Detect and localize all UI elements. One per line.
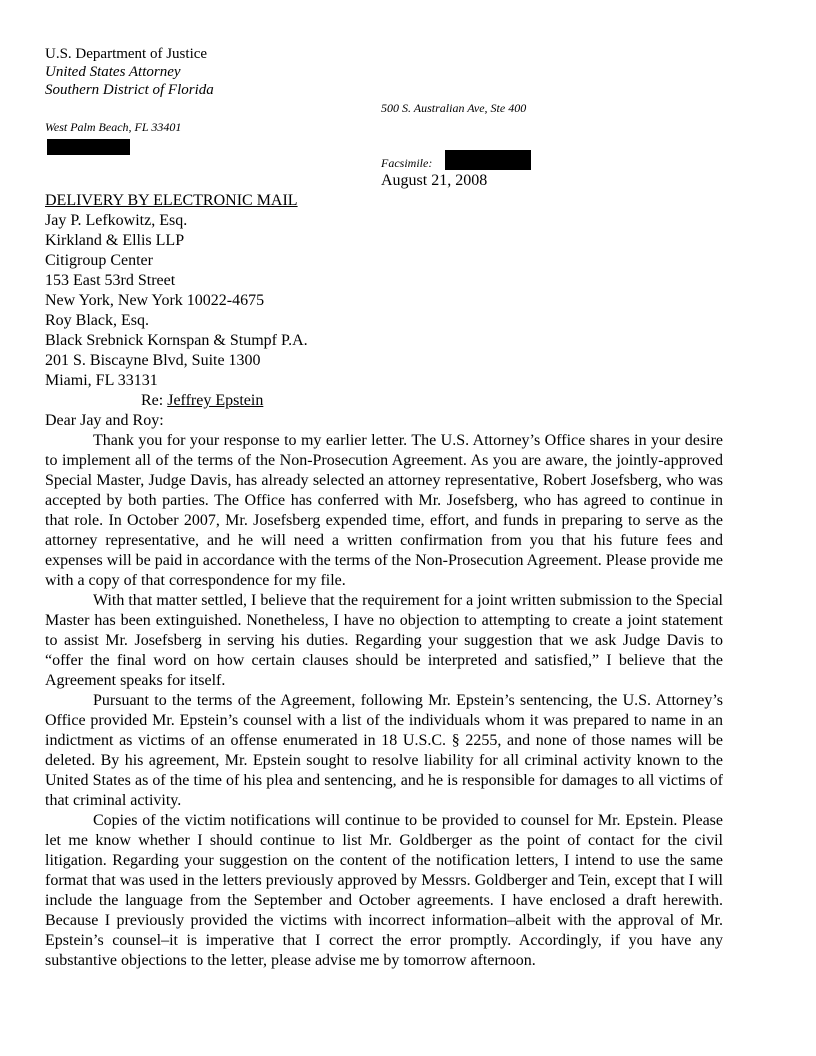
- recipient-line: Jay P. Lefkowitz, Esq.: [45, 212, 188, 229]
- district-name: Southern District of Florida: [45, 82, 214, 98]
- re-line: [141, 391, 263, 411]
- department-name: U.S. Department of Justice: [45, 46, 208, 62]
- body-paragraph: Thank you for your response to my earlier letter. The U.S. Attorney’s Office shares in your desire to implement all of the terms of the Non-Prosecution Agreement. As you are aware, the jointly-approved Special Master, Judge Davis, has already selected an attorney representative, Robert Josefsberg, who was accepted by both parties. The Office has conferred with Mr. Josefsberg, who has agreed to continue in that role. In October 2007, Mr. Josefsberg expended time, effort, and funds in preparing to serve as the attorney representative, and he will need a written confirmation from you that his future fees and expenses will be paid in accordance with the terms of the Non-Prosecution Agreement. Please provide me with a copy of that correspondence for my file.: [45, 432, 724, 589]
- salutation: Dear Jay and Roy:: [45, 412, 164, 429]
- recipient-line: Kirkland & Ellis LLP: [45, 232, 185, 249]
- recipient-line: Miami, FL 33131: [45, 372, 158, 389]
- letter-date: August 21, 2008: [381, 172, 488, 189]
- recipient-line: Black Srebnick Kornspan & Stumpf P.A.: [45, 332, 308, 349]
- redaction-bar-facsimile: [445, 150, 531, 170]
- delivery-method: DELIVERY BY ELECTRONIC MAIL: [45, 192, 298, 209]
- body-paragraph: Pursuant to the terms of the Agreement, following Mr. Epstein’s sentencing, the U.S. Attorney’s Office provided Mr. Epstein’s counsel with a list of the individuals whom it was prepared to name in an indictment as victims of an offense enumerated in 18 U.S.C. § 2255, and none of those names will be deleted. By his agreement, Mr. Epstein sought to resolve liability for all criminal activity known to the United States as of the time of his plea and sentencing, and he is responsible for damages to all victims of that criminal activity.: [45, 692, 723, 809]
- redaction-bar-phone: [47, 139, 130, 155]
- city-address: West Palm Beach, FL 33401: [45, 120, 182, 134]
- street-address: 500 S. Australian Ave, Ste 400: [381, 101, 527, 115]
- office-name: United States Attorney: [45, 64, 181, 80]
- recipient-line: Citigroup Center: [45, 252, 153, 269]
- body-paragraph: Copies of the victim notifications will continue to be provided to counsel for Mr. Epstein. Please let me know whether I should continue to list Mr. Goldberger as the point of contact for the civil litigation. Regarding your suggestion on the content of the notification letters, I intend to use the same format that was used in the letters previously approved by Messrs. Goldberger and Tein, except that I will include the language from the September and October agreements. I have enclosed a draft herewith. Because I previously provided the victims with incorrect information–albeit with the approval of Mr. Epstein’s counsel–it is imperative that I correct the error promptly. Accordingly, if you have any substantive objections to the letter, please advise me by tomorrow afternoon.: [45, 812, 723, 969]
- re-label: Re:: [141, 392, 168, 409]
- recipient-line: Roy Black, Esq.: [45, 312, 149, 329]
- recipient-line: New York, New York 10022-4675: [45, 292, 265, 309]
- facsimile-label: Facsimile:: [381, 156, 433, 170]
- letter-body: [45, 431, 723, 971]
- re-subject: Jeffrey Epstein: [167, 392, 264, 409]
- body-paragraph: With that matter settled, I believe that the requirement for a joint written submission to the Special Master has been extinguished. Nonetheless, I have no objection to attempting to create a joint statement to assist Mr. Josefsberg in serving his duties. Regarding your suggestion that we ask Judge Davis to “offer the final word on how certain clauses should be interpreted and satisfied,” I believe that the Agreement speaks for itself.: [45, 592, 723, 689]
- recipient-line: 153 East 53rd Street: [45, 272, 176, 289]
- recipient-line: 201 S. Biscayne Blvd, Suite 1300: [45, 352, 261, 369]
